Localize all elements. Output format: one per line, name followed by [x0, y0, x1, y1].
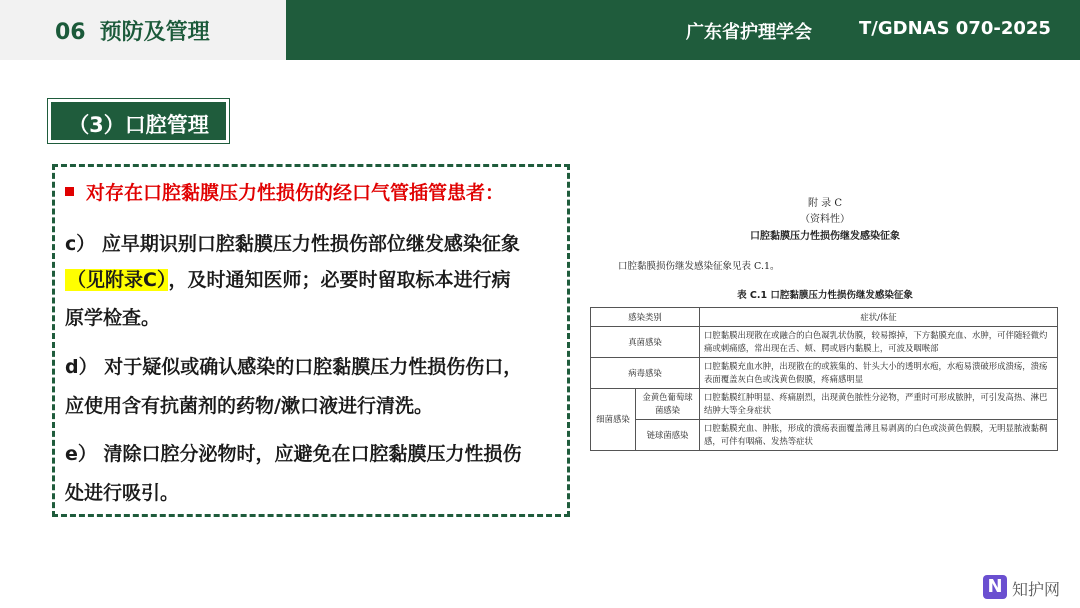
item-e-line1: e） 清除口腔分泌物时，应避免在口腔黏膜压力性损伤 — [65, 443, 522, 465]
item-c-line1: c） 应早期识别口腔黏膜压力性损伤部位继发感染征象 — [65, 233, 520, 255]
category-cell: 真菌感染 — [591, 327, 700, 358]
subcategory-cell: 链球菌感染 — [636, 420, 700, 451]
zhihuwang-logo-icon: N — [983, 575, 1007, 599]
appendix-intro: 口腔黏膜损伤继发感染征象见表 C.1。 — [618, 261, 780, 272]
appendix-document — [590, 190, 1060, 480]
symptom-cell: 口腔黏膜红肿明显、疼痛剧烈，出现黄色脓性分泌物，严重时可形成脓肿，可引发高热、淋巴结肿大等全身症状 — [700, 389, 1058, 420]
organization-name: 广东省护理学会 — [686, 22, 812, 43]
header-left-bar — [0, 0, 286, 60]
content-heading — [65, 179, 504, 207]
header-right-bar — [286, 0, 1080, 60]
subsection-label-text: （3）口腔管理 — [68, 113, 209, 137]
item-c-line2-text: ，及时通知医师；必要时留取标本进行病 — [168, 269, 511, 291]
content-heading-text: 对存在口腔黏膜压力性损伤的经口气管插管患者： — [86, 182, 505, 204]
item-e-line2: 处进行吸引。 — [65, 482, 180, 504]
item-d-line1: d） 对于疑似或确认感染的口腔黏膜压力性损伤伤口， — [65, 356, 523, 378]
symptom-cell: 口腔黏膜充血、肿胀，形成的溃疡表面覆盖薄且易剥离的白色或淡黄色假膜，无明显脓液黏稠感，可伴有咽痛、发热等症状 — [700, 420, 1058, 451]
table-header-row — [591, 308, 1058, 327]
header-symptom: 症状/体征 — [700, 308, 1058, 327]
table-row — [591, 389, 1058, 420]
symptom-cell: 口腔黏膜充血水肿，出现散在的或簇集的、针头大小的透明水疱，水疱易溃破形成溃疡，溃疡表面覆盖灰白色或浅黄色假膜，疼痛感明显 — [700, 358, 1058, 389]
subcategory-cell: 金黄色葡萄球菌感染 — [636, 389, 700, 420]
table-row — [591, 420, 1058, 451]
symptom-cell: 口腔黏膜出现散在或融合的白色凝乳状伪膜，较易擦掉，下方黏膜充血、水肿，可伴随轻微灼痛或刺痛感，常出现在舌、颊、腭或唇内黏膜上，可波及咽喉部 — [700, 327, 1058, 358]
section-heading — [55, 15, 210, 46]
appendix-title: 附 录 C — [807, 198, 842, 209]
item-c-line2 — [65, 266, 510, 294]
standard-code: T/GDNAS 070-2025 — [859, 18, 1051, 39]
watermark-text: 知护网 — [1012, 580, 1061, 599]
table-row — [591, 327, 1058, 358]
item-c-line3: 原学检查。 — [65, 307, 161, 329]
red-square-bullet-icon — [65, 187, 74, 196]
table-row — [591, 358, 1058, 389]
header-category: 感染类别 — [591, 308, 700, 327]
infection-signs-table — [590, 307, 1058, 451]
appendix-heading: 口腔黏膜压力性损伤继发感染征象 — [750, 231, 900, 242]
category-cell: 细菌感染 — [591, 389, 636, 451]
subsection-label-fill — [51, 102, 226, 140]
section-number: 06 — [55, 20, 86, 45]
appendix-reference-highlight: （见附录C） — [67, 269, 167, 291]
section-title: 预防及管理 — [99, 20, 210, 45]
table-caption: 表 C.1 口腔黏膜压力性损伤继发感染征象 — [737, 290, 913, 301]
category-cell: 病毒感染 — [591, 358, 700, 389]
subsection-label — [47, 98, 230, 144]
appendix-subtitle: （资料性） — [800, 214, 850, 225]
item-d-line2: 应使用含有抗菌剂的药物/漱口液进行清洗。 — [65, 395, 433, 417]
content-box — [52, 164, 570, 517]
